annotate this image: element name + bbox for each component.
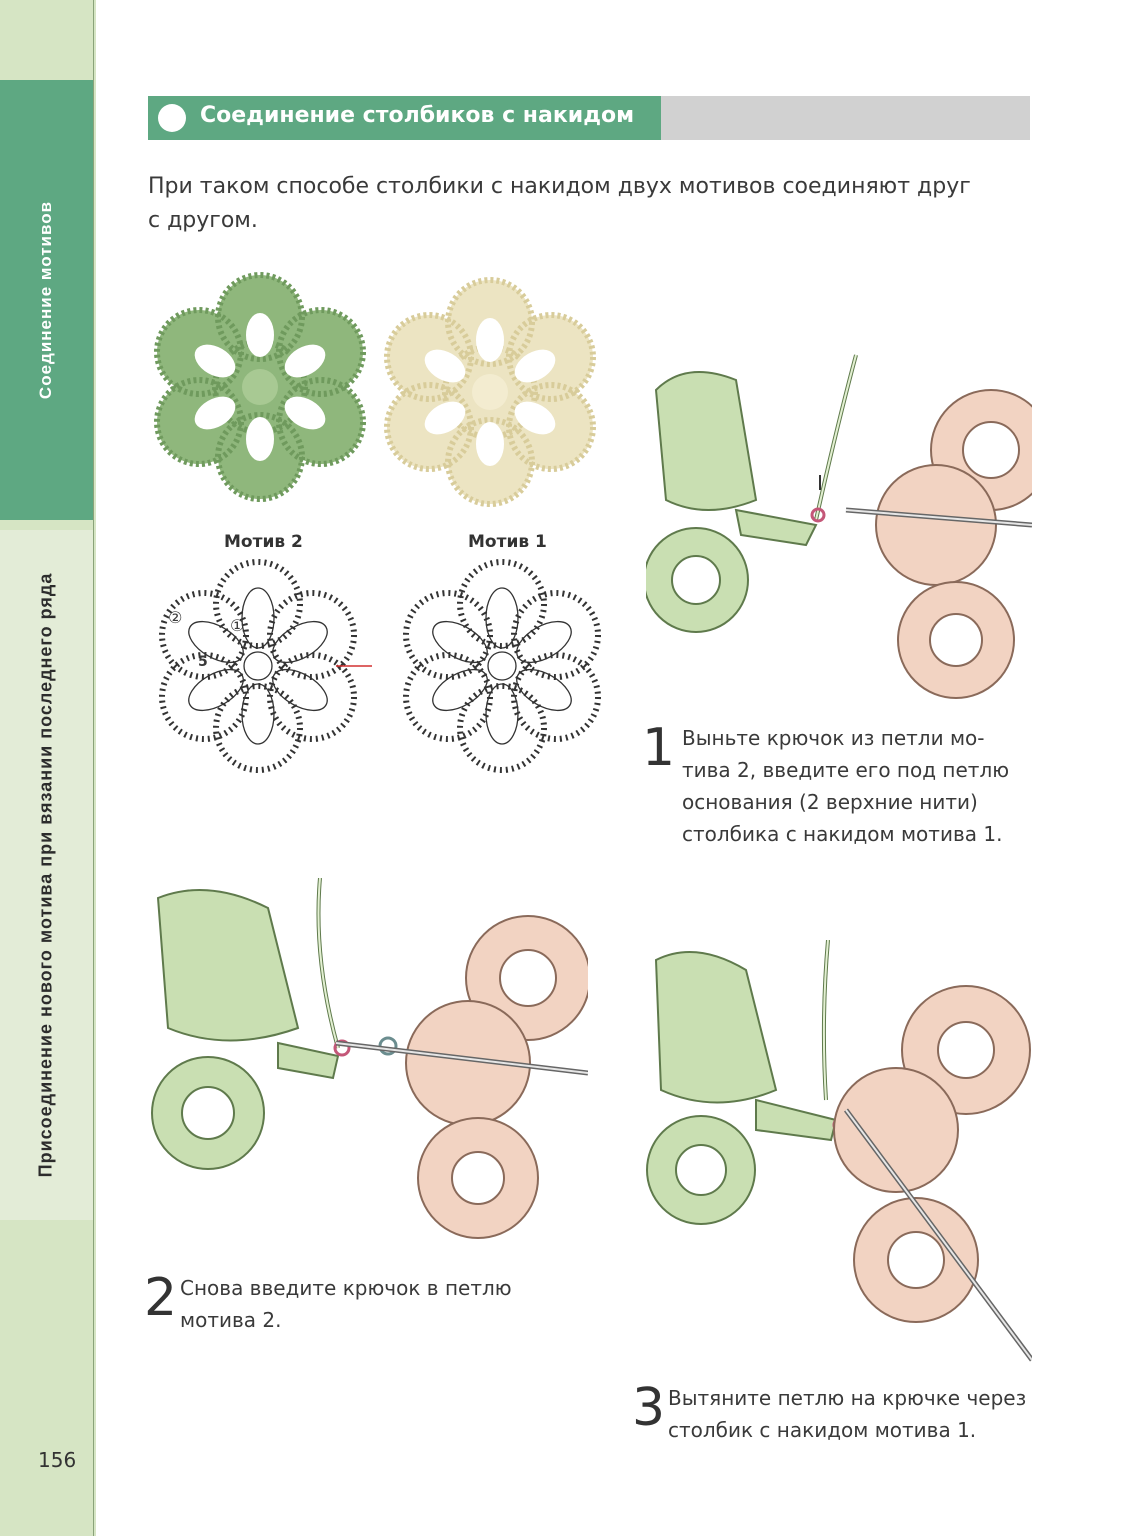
row-5-mark: 5: [198, 654, 208, 670]
motif2-label: Мотив 2: [224, 532, 303, 552]
step1-line: тива 2, введите его под петлю: [682, 758, 1010, 782]
step3-number: 3: [632, 1378, 666, 1438]
heading-accent: [148, 96, 661, 140]
green-motif-photo: [157, 275, 363, 499]
step1-text: [682, 722, 1009, 850]
step1-line: Выньте крючок из петли мо-: [682, 726, 985, 750]
sidebar-divider: [93, 0, 94, 1536]
step2-text: [180, 1272, 512, 1336]
heading-title: Соединение столбиков с накидом: [200, 103, 635, 128]
round-1-mark: ①: [230, 616, 245, 635]
step2-line: мотива 2.: [180, 1308, 282, 1332]
step3-line: Вытяните петлю на крючке через: [668, 1386, 1027, 1410]
sidebar-gap: [96, 0, 100, 1536]
intro-line-1: При таком способе столбики с накидом двух мотивов соединяют друг: [148, 174, 971, 199]
step2-illustration: [148, 878, 588, 1250]
section-heading: [148, 96, 1030, 140]
step2-line: Снова введите крючок в петлю: [180, 1276, 512, 1300]
chart-symbols: [140, 554, 620, 784]
step1-illustration: [646, 350, 1032, 710]
step3-text: [668, 1382, 1026, 1446]
cream-motif-photo: [387, 280, 593, 504]
page-number: 156: [38, 1448, 77, 1472]
motif1-label: Мотив 1: [468, 532, 547, 552]
step1-number: 1: [642, 718, 676, 778]
chapter-tab-label: Присоединение нового мотива при вязании последнего ряда: [35, 572, 56, 1178]
heading-bullet-icon: [158, 104, 186, 132]
section-tab-label: Соединение мотивов: [36, 200, 55, 400]
intro-paragraph: [148, 170, 1028, 238]
crochet-chart: [140, 524, 620, 784]
step1-line: столбика с накидом мотива 1.: [682, 822, 1003, 846]
motif-photo: [138, 262, 618, 512]
intro-line-2: с другом.: [148, 208, 258, 233]
motif1-petals: [426, 588, 578, 744]
step1-line: основания (2 верхние нити): [682, 790, 978, 814]
step2-number: 2: [144, 1268, 178, 1328]
step3-line: столбик с накидом мотива 1.: [668, 1418, 977, 1442]
round-2-mark: ②: [168, 608, 183, 627]
step3-illustration: [646, 940, 1032, 1370]
